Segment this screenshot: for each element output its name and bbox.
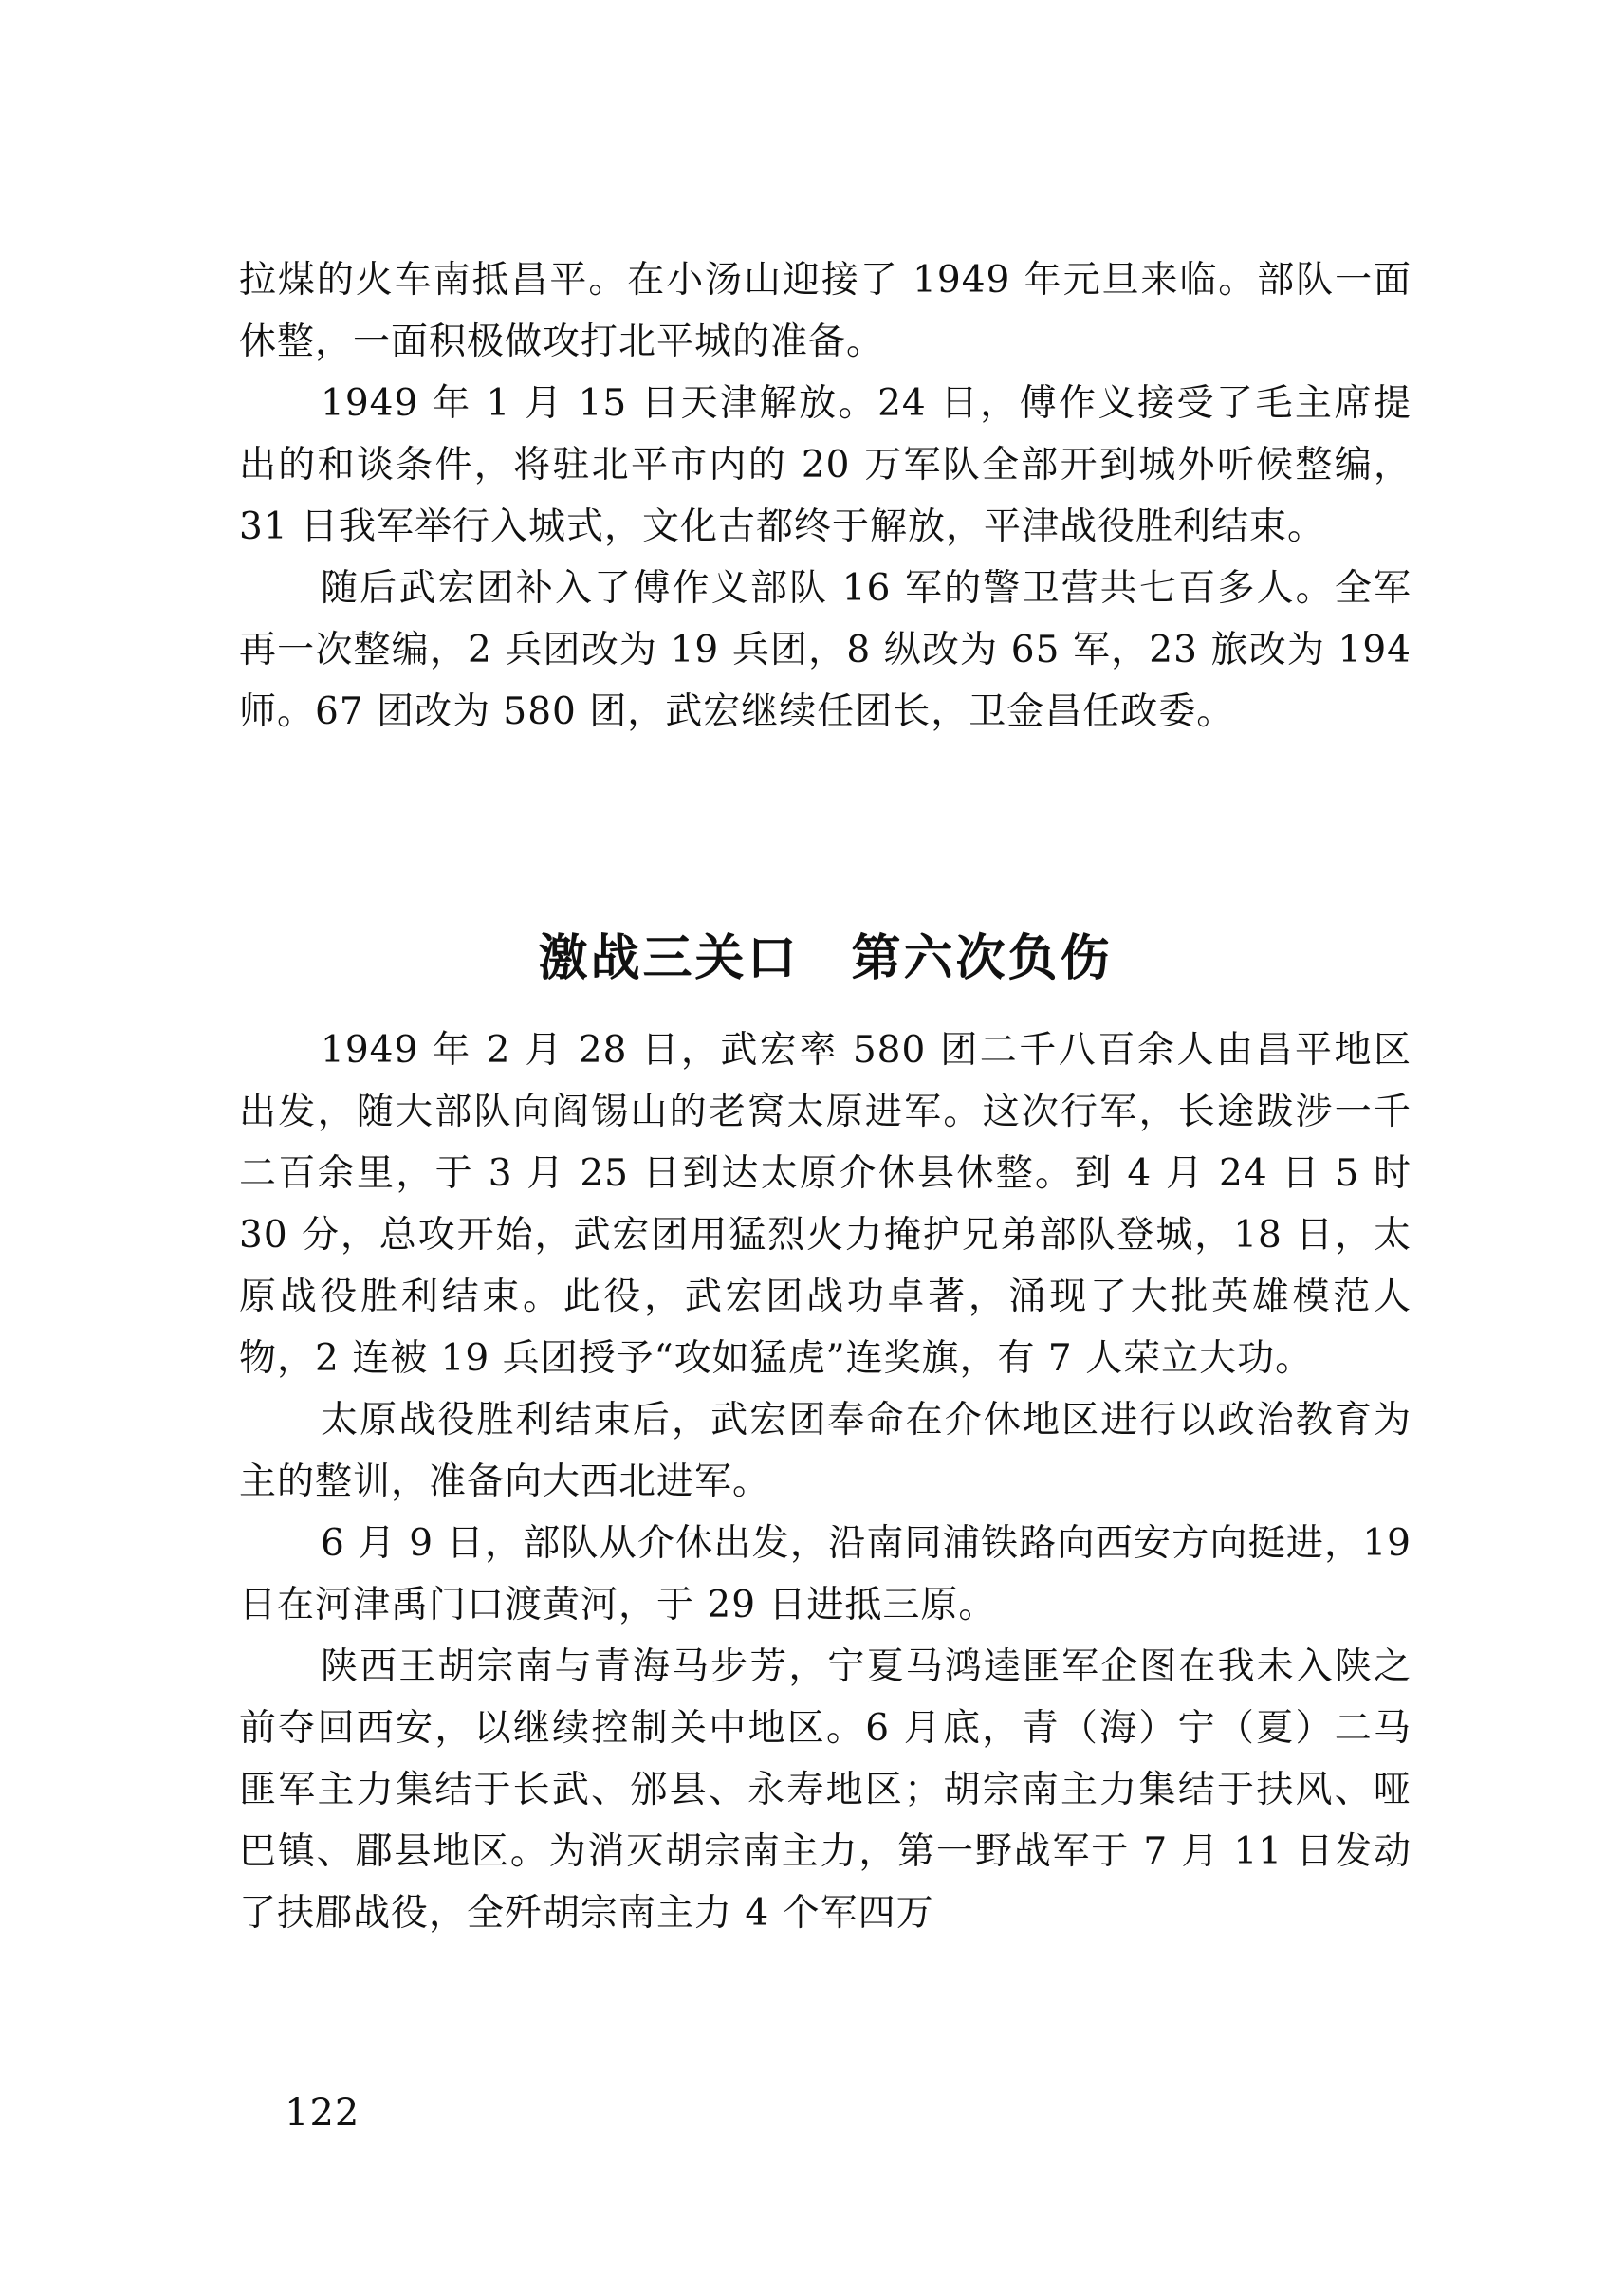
paragraph-taiyuan-campaign: 1949 年 2 月 28 日，武宏率 580 团二千八百余人由昌平地区出发，随大部队向阎锡山的老窝太原进军。这次行军，长途跋涉一千二百余里，于 3 月 25 日到达太原介休县休整。到 4 月 24 日 5 时 30 分，总攻开始，武宏团用猛烈火力掩护兄弟部队登城，18 日，太原战役胜利结束。此役，武宏团战功卓著，涌现了大批英雄模范人物，2 连被 19 兵团授予“攻如猛虎”连奖旗，有 7 人荣立大功。: [239, 1029, 1412, 1380]
paragraph-tianjin-liberation: 1949 年 1 月 15 日天津解放。24 日，傅作义接受了毛主席提出的和谈条件，将驻北平市内的 20 万军队全部开到城外听候整编，31 日我军举行入城式，文化古都终于解放，平津战役胜利结束。: [239, 382, 1412, 548]
paragraph-training: 太原战役胜利结束后，武宏团奉命在介休地区进行以政治教育为主的整训，准备向大西北进军。: [239, 1399, 1412, 1503]
paragraph-march-west: 6 月 9 日，部队从介休出发，沿南同浦铁路向西安方向挺进，19 日在河津禹门口渡黄河，于 29 日进抵三原。: [239, 1522, 1412, 1626]
page-number: 122: [285, 2091, 360, 2135]
section-title: 激战三关口 第六次负伤: [538, 930, 1113, 988]
paragraph-fumei-campaign: 陕西王胡宗南与青海马步芳，宁夏马鸿逵匪军企图在我未入陕之前夺回西安，以继续控制关中地区。6 月底，青（海）宁（夏）二马匪军主力集结于长武、邠县、永寿地区；胡宗南主力集结于扶风、哑巴镇、郿县地区。为消灭胡宗南主力，第一野战军于 7 月 11 日发动了扶郿战役，全歼胡宗南主力 4 个军四万: [239, 1645, 1412, 1935]
bottom-text-block: [239, 1019, 1412, 1944]
paragraph-continuation: 拉煤的火车南抵昌平。在小汤山迎接了 1949 年元旦来临。部队一面休整，一面积极做攻打北平城的准备。: [239, 259, 1412, 363]
top-text-block: [239, 249, 1412, 743]
paragraph-reorganization: 随后武宏团补入了傅作义部队 16 军的警卫营共七百多人。全军再一次整编，2 兵团改为 19 兵团，8 纵改为 65 军，23 旅改为 194 师。67 团改为 580 团，武宏继续任团长，卫金昌任政委。: [239, 567, 1412, 733]
